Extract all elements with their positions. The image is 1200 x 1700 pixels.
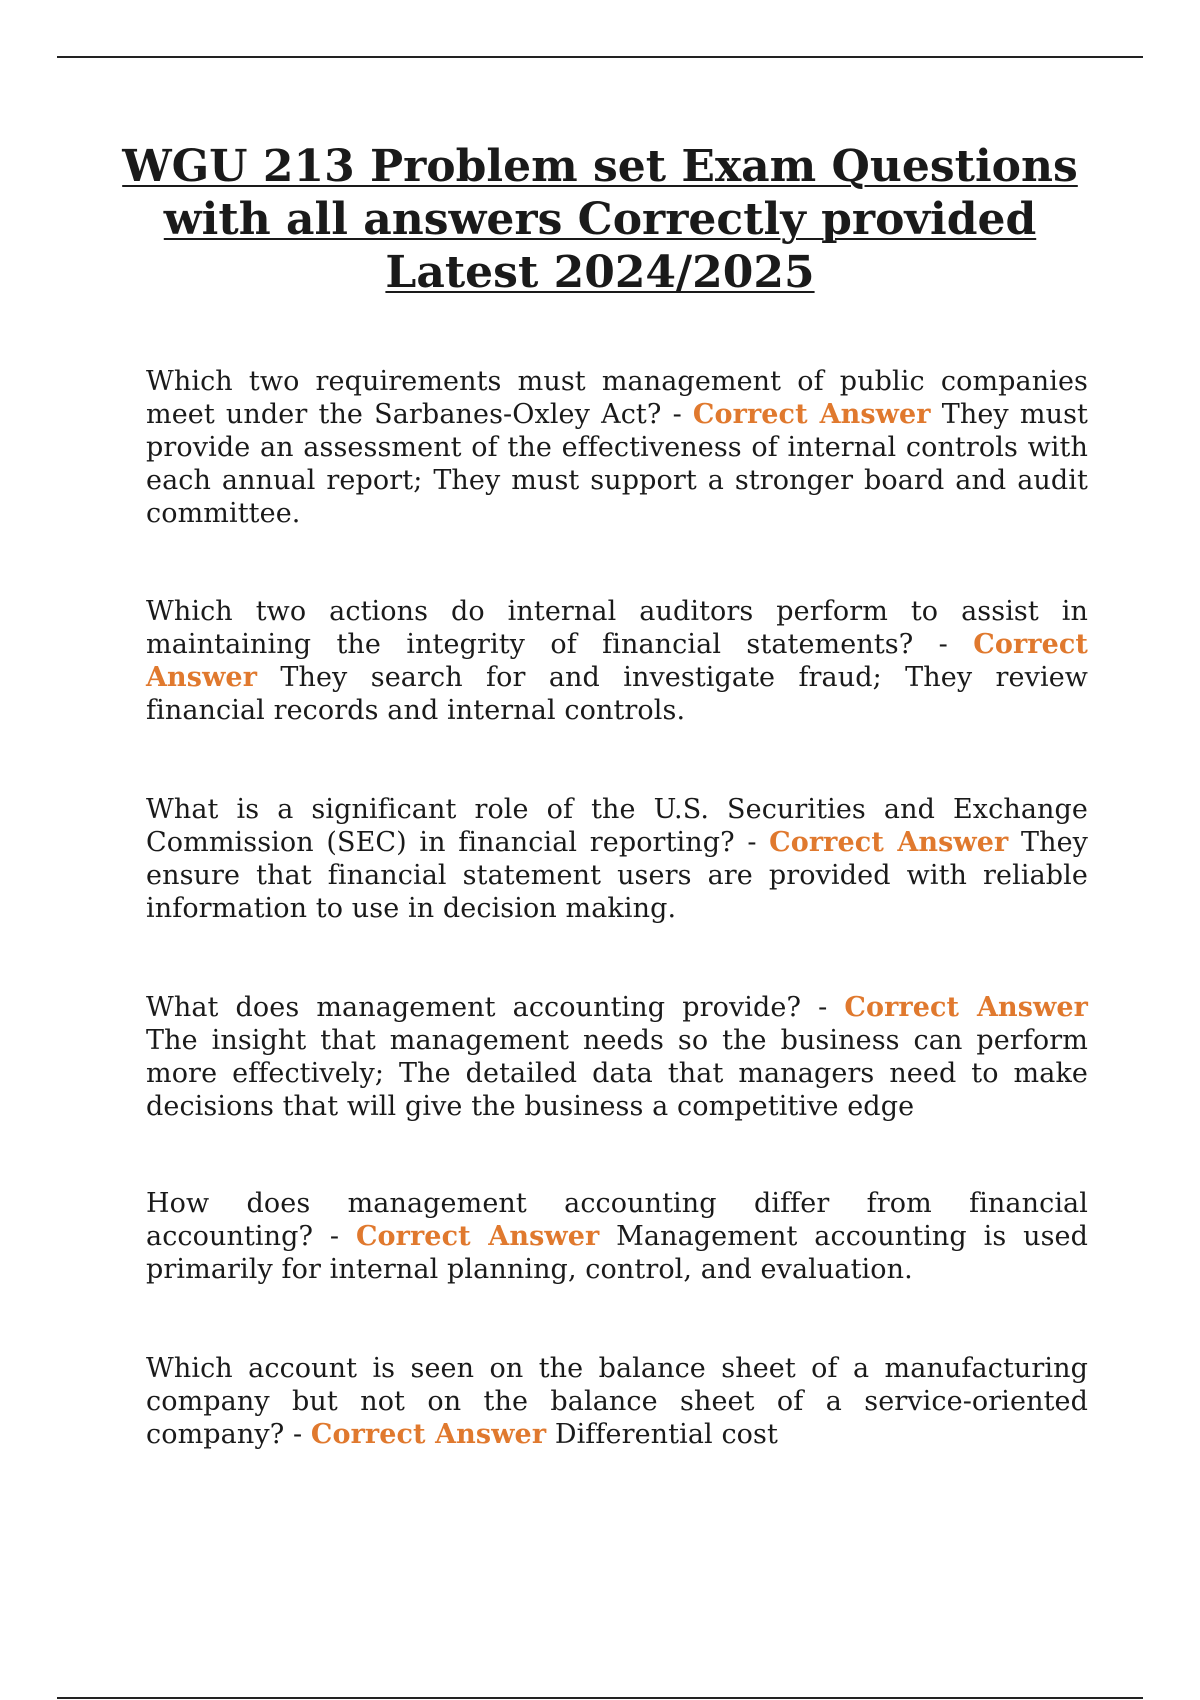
separator: -: [734, 827, 770, 858]
question-text: What is a significant role of the U.S. Securities and Exchange Commission (SEC) in financial reporting?: [146, 794, 1088, 858]
correct-answer-label: Correct Answer: [146, 629, 1088, 693]
header-rule: [57, 56, 1143, 58]
separator: -: [284, 1419, 311, 1450]
separator: -: [913, 629, 974, 660]
qa-item-1: [146, 365, 1088, 530]
question-text: Which account is seen on the balance sheet of a manufacturing company but not on the balance sheet of a service-oriented company?: [146, 1353, 1088, 1450]
separator: -: [313, 1221, 356, 1252]
separator: -: [801, 992, 845, 1023]
answer-text: They search for and investigate fraud; They review financial records and internal controls.: [146, 662, 1088, 726]
answer-text: Differential cost: [554, 1419, 778, 1450]
qa-item-5: [146, 1187, 1088, 1286]
correct-answer-label: Correct Answer: [844, 992, 1088, 1023]
correct-answer-label: Correct Answer: [355, 1221, 600, 1252]
separator: -: [661, 399, 693, 430]
answer-text: They ensure that financial statement users are provided with reliable information to use in decision making.: [146, 827, 1089, 924]
correct-answer-label: Correct Answer: [310, 1419, 547, 1450]
document-title: WGU 213 Problem set Exam Questions with all answers Correctly provided Latest 2024/2025: [122, 141, 1078, 298]
footer-rule: [57, 1697, 1143, 1699]
question-text: Which two actions do internal auditors perform to assist in maintaining the integrity of financial statements?: [146, 596, 1088, 660]
qa-item-2: [146, 595, 1088, 727]
correct-answer-label: Correct Answer: [769, 827, 1009, 858]
question-text: Which two requirements must management of public companies meet under the Sarbanes-Oxley Act?: [146, 366, 1088, 430]
qa-item-3: [146, 793, 1088, 925]
answer-text: The insight that management needs so the business can perform more effectively; The detailed data that managers need to make decisions that will give the business a competitive edge: [146, 1025, 1088, 1122]
question-text: How does management accounting differ from financial accounting?: [146, 1188, 1088, 1252]
qa-item-4: [146, 991, 1088, 1123]
answer-text: They must provide an assessment of the effectiveness of internal controls with each annual report; They must support a stronger board and audit committee.: [146, 399, 1088, 529]
correct-answer-label: Correct Answer: [692, 399, 931, 430]
qa-item-6: [146, 1352, 1088, 1451]
answer-text: Management accounting is used primarily for internal planning, control, and evaluation.: [146, 1221, 1089, 1285]
question-text: What does management accounting provide?: [146, 992, 802, 1023]
